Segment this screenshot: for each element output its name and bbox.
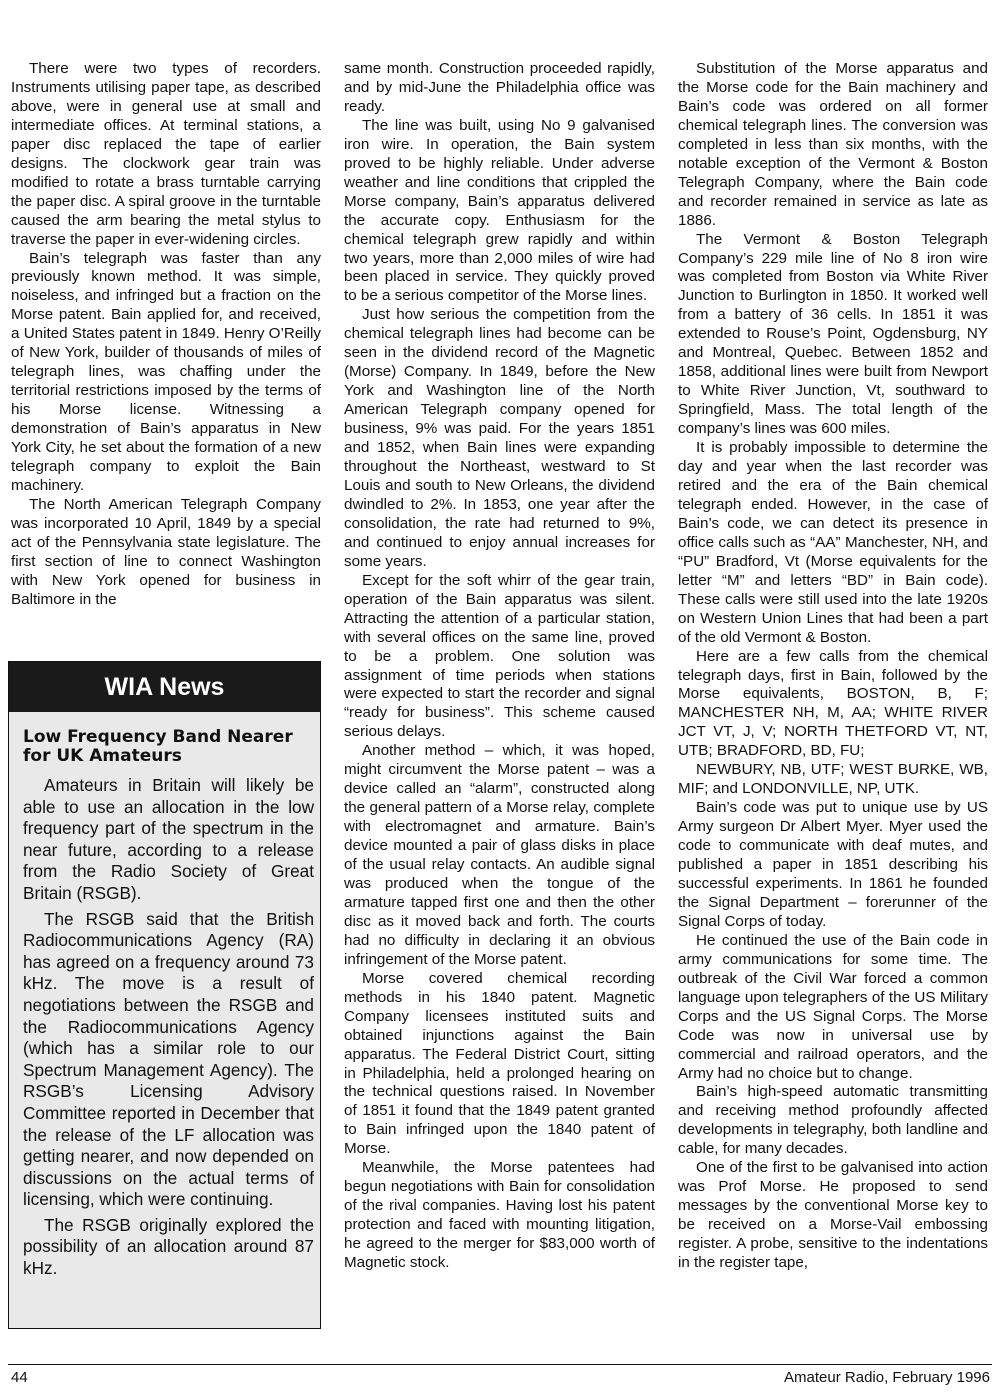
article-paragraph: The line was built, using No 9 galvanised iron wire. In operation, the Bain system proved to be highly reliable. Under adverse weather and line conditions that crippled the Morse company, Bain’s apparatus delivered the accurate copy. Enthusiasm for the chemical telegraph grew rapidly and within two years, more than 2,000 miles of wire had been placed in service. They quickly proved to be a serious competitor of the Morse lines.: [344, 116, 655, 305]
article-paragraph: same month. Construction proceeded rapidly, and by mid-June the Philadelphia office was ready.: [344, 60, 655, 115]
page-number: 44: [11, 1369, 28, 1386]
article-column-2: [344, 60, 655, 1273]
article-paragraph: Meanwhile, the Morse patentees had begun negotiations with Bain for consolidation of the rival companies. Having lost his patent protection and faced with mounting litigation, he agreed to the merger for $83,000 worth of Magnetic stock.: [344, 1159, 655, 1272]
article-column-1: [11, 60, 321, 610]
article-paragraph: Another method – which, it was hoped, might circumvent the Morse patent – was a device called an “alarm”, constructed along the general pattern of a Morse relay, complete with electromagnet and armature. Bain’s device mounted a pair of glass disks in place of the usual relay contacts. An audible signal was produced when the tongue of the armature tapped first one and then the other disc as it moved back and forth. The courts had no difficulty in declaring it an obvious infringement of the Morse patent.: [344, 742, 655, 968]
sidebar-paragraph: The RSGB said that the British Radiocommunications Agency (RA) has agreed on a frequency around 73 kHz. The move is a result of negotiations between the RSGB and the Radiocommunications Agency (which has a similar role to our Spectrum Management Agency). The RSGB’s Licensing Advisory Committee reported in December that the release of the LF allocation was getting nearer, and now depended on discussions on the actual terms of licensing, which were continuing.: [23, 908, 314, 1210]
article-paragraph: Bain’s code was put to unique use by US Army surgeon Dr Albert Myer. Myer used the code to communicate with deaf mutes, and published a paper in 1851 describing his successful experiments. In 1861 he founded the Signal Department – forerunner of the Signal Corps of today.: [678, 799, 988, 930]
article-paragraph: It is probably impossible to determine the day and year when the last recorder was retired and the era of the Bain chemical telegraph ended. However, in the case of Bain’s code, we can detect its presence in office calls such as “AA” Manchester, NH, and “PU” Bradford, Vt (Morse equivalents for the letter “M” and letters “BD” in Bain code). These calls were still used into the late 1920s on Western Union Lines that had been a part of the old Vermont & Boston.: [678, 439, 988, 646]
sidebar-header: WIA News: [9, 662, 320, 712]
sidebar-body: [23, 775, 314, 1284]
article-paragraph: The Vermont & Boston Telegraph Company’s 229 mile line of No 8 iron wire was completed from Boston via White River Junction to Burlington in 1850. It worked well from a battery of 36 cells. In 1851 it was extended to Rouse’s Point, Ogdensburg, NY and Montreal, Quebec. Between 1852 and 1858, additional lines were built from Newport to White River Junction, Vt, southward to Springfield, Mass. The total length of the company’s lines was 600 miles.: [678, 230, 988, 438]
article-paragraph: Here are a few calls from the chemical telegraph days, first in Bain, followed by the Morse equivalents, BOSTON, B, F; MANCHESTER NH, M, AA; WHITE RIVER JCT VT, J, V; NORTH THETFORD VT, NT, UTB; BRADFORD, BD, FU;: [678, 647, 988, 760]
article-paragraph: Bain’s telegraph was faster than any previously known method. It was simple, noiseless, and infringed but a fraction on the Morse patent. Bain applied for, and received, a United States patent in 1849. Henry O’Reilly of New York, builder of thousands of miles of telegraph lines, was chaffing under the territorial restrictions imposed by the terms of his Morse license. Witnessing a demonstration of Bain’s apparatus in New York City, he set about the formation of a new telegraph company to exploit the Bain machinery.: [11, 249, 321, 494]
article-paragraph: NEWBURY, NB, UTF; WEST BURKE, WB, MIF; and LONDONVILLE, NP, UTK.: [678, 761, 988, 798]
publication-name: Amateur Radio, February 1996: [784, 1369, 990, 1386]
article-paragraph: Substitution of the Morse apparatus and the Morse code for the Bain machinery and Bain’s code was ordered on all former chemical telegraph lines. The conversion was completed in less than six months, with the notable exception of the Vermont & Boston Telegraph Company, where the Bain code and recorder remained in service as late as 1886.: [678, 60, 988, 229]
wia-news-sidebar: [8, 661, 321, 1329]
article-paragraph: The North American Telegraph Company was incorporated 10 April, 1849 by a special act of the Pennsylvania state legislature. The first section of line to connect Washington with New York opened for business in Baltimore in the: [11, 495, 321, 608]
sidebar-paragraph: The RSGB originally explored the possibility of an allocation around 87 kHz.: [23, 1214, 314, 1279]
sidebar-paragraph: Amateurs in Britain will likely be able to use an allocation in the low frequency part of the spectrum in the near future, according to a release from the Radio Society of Great Britain (RSGB).: [23, 775, 314, 903]
article-paragraph: One of the first to be galvanised into action was Prof Morse. He proposed to send messages by the conventional Morse key to be received on a Morse-Vail embossing register. A probe, sensitive to the indentations in the register tape,: [678, 1159, 988, 1272]
article-paragraph: There were two types of recorders. Instruments utilising paper tape, as described above, were in general use at small and intermediate offices. At terminal stations, a paper disc replaced the tape of earlier designs. The clockwork gear train was modified to rotate a brass turntable carrying the paper disc. A spiral groove in the turntable caused the arm bearing the metal stylus to traverse the paper in ever-widening circles.: [11, 60, 321, 248]
article-column-3: [678, 60, 988, 1273]
footer-divider: [8, 1364, 992, 1365]
sidebar-headline: Low Frequency Band Nearer for UK Amateurs: [23, 727, 293, 766]
article-paragraph: He continued the use of the Bain code in army communications for some time. The outbreak of the Civil War forced a common language upon telegraphers of the US Military Corps and the US Signal Corps. The Morse Code was now in universal use by commercial and railroad operators, and the Army had no choice but to change.: [678, 931, 988, 1082]
article-paragraph: Except for the soft whirr of the gear train, operation of the Bain apparatus was silent. Attracting the attention of a particular station, with several offices on the same line, proved to be a problem. One solution was assignment of time periods when stations were expected to start the recorder and signal “ready for business”. This scheme caused serious delays.: [344, 571, 655, 741]
article-paragraph: Morse covered chemical recording methods in his 1840 patent. Magnetic Company licensees instituted suits and obtained injunctions against the Bain apparatus. The Federal District Court, sitting in Philadelphia, held a prolonged hearing on the technical questions raised. In November of 1851 it found that the 1849 patent granted to Bain infringed upon the 1840 patent of Morse.: [344, 969, 655, 1158]
article-paragraph: Just how serious the competition from the chemical telegraph lines had become can be seen in the dividend record of the Magnetic (Morse) Company. In 1849, before the New York and Washington line of the North American Telegraph company opened for business, 9% was paid. For the years 1851 and 1852, when Bain lines were expanding throughout the Northeast, westward to St Louis and south to New Orleans, the dividend dwindled to 2%. In 1853, one year after the consolidation, the rate had returned to 9%, and continued to enjoy annual increases for some years.: [344, 306, 655, 570]
article-paragraph: Bain’s high-speed automatic transmitting and receiving method profoundly affected developments in telegraphy, both landline and cable, for many decades.: [678, 1083, 988, 1158]
